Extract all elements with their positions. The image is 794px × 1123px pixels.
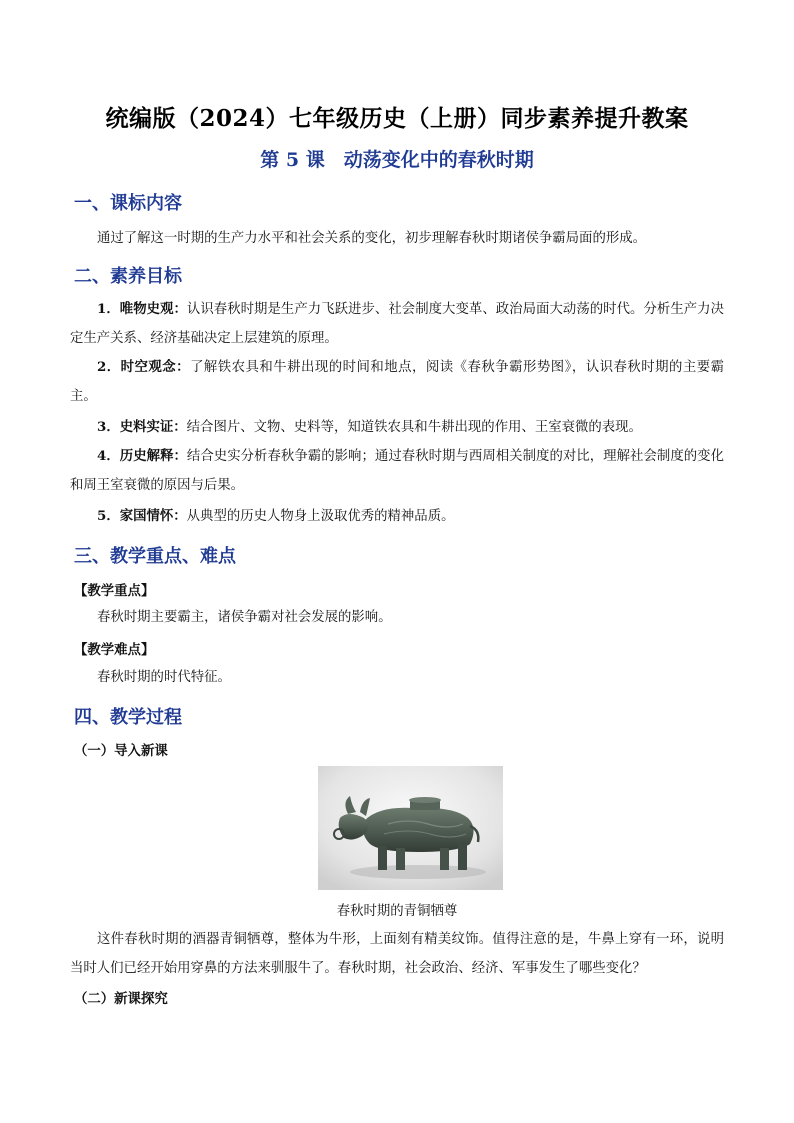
objective-item-5 [70,502,724,531]
key-point-text: 春秋时期主要霸主，诸侯争霸对社会发展的影响。 [97,610,392,625]
standards-text: 通过了解这一时期的生产力水平和社会关系的变化，初步理解春秋时期诸侯争霸局面的形成。 [97,231,647,246]
lesson-title: 第 5 课 动荡变化中的春秋时期 [260,149,534,171]
section-heading-process: 四、教学过程 [74,707,182,728]
subsection-intro: （一）导入新课 [74,743,168,759]
bronze-ox-zun-image [318,766,503,890]
bronze-vessel-photo [318,766,503,890]
difficult-point-label: 【教学难点】 [74,642,155,658]
objective-label: 4．历史解释： [97,448,187,464]
section-heading-standards: 一、课标内容 [74,193,182,214]
objective-item-2 [70,353,724,411]
objective-label: 3．史料实证： [97,419,187,435]
objective-text: 了解铁农具和牛耕出现的时间和地点，阅读《春秋争霸形势图》，认识春秋时期的主要霸主。 [70,360,724,404]
intro-paragraph: 这件春秋时期的酒器青铜牺尊，整体为牛形，上面刻有精美纹饰。值得注意的是，牛鼻上穿有一环，说明当时人们已经开始用穿鼻的方法来驯服牛了。春秋时期，社会政治、经济、军事发生了哪些变化？ [70,932,724,976]
objective-label: 1．唯物史观： [97,301,187,317]
difficult-point-text: 春秋时期的时代特征。 [97,670,231,685]
objective-item-3 [70,413,724,442]
subsection-new-lesson: （二）新课探究 [74,991,168,1007]
objective-item-1 [70,295,724,353]
objective-text: 结合史实分析春秋争霸的影响；通过春秋时期与西周相关制度的对比，理解社会制度的变化和周王室衰微的原因与后果。 [70,449,724,493]
section-heading-key-points: 三、教学重点、难点 [74,546,236,567]
figure-caption: 春秋时期的青铜牺尊 [336,904,458,919]
key-point-label: 【教学重点】 [74,583,155,599]
objective-text: 从典型的历史人物身上汲取优秀的精神品质。 [186,509,455,524]
objective-text: 结合图片、文物、史料等，知道铁农具和牛耕出现的作用、王室衰微的表现。 [186,420,642,435]
objective-item-4 [70,442,724,500]
objective-label: 5．家国情怀： [97,508,187,524]
document-title: 统编版（2024）七年级历史（上册）同步素养提升教案 [105,105,689,132]
objective-label: 2．时空观念： [97,359,191,375]
objective-text: 认识春秋时期是生产力飞跃进步、社会制度大变革、政治局面大动荡的时代。分析生产力决定生产关系、经济基础决定上层建筑的原理。 [70,302,724,346]
section-heading-objectives: 二、素养目标 [74,266,182,287]
